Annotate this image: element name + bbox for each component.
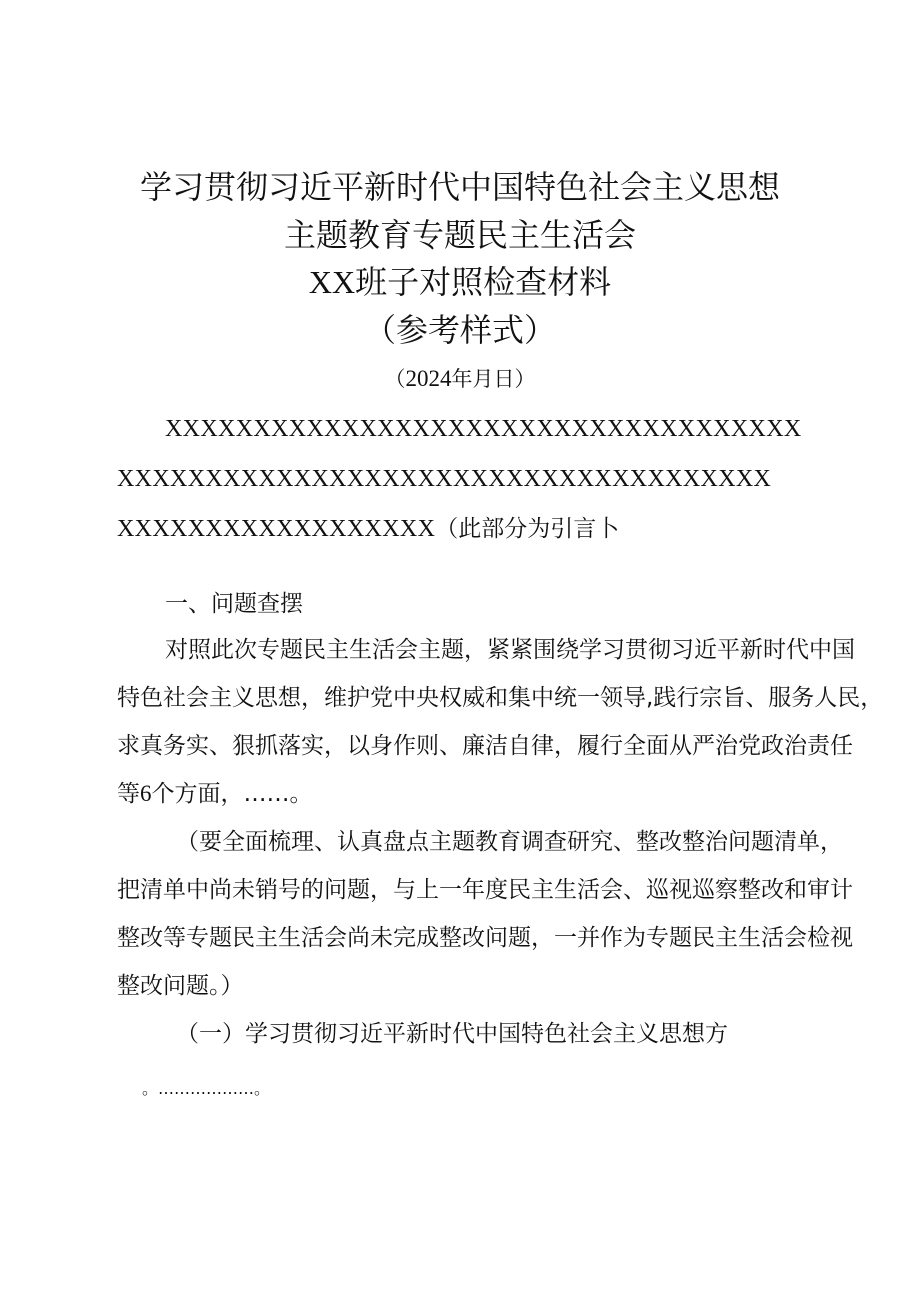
intro-line-3 bbox=[117, 513, 619, 545]
para-2-line-2: 把清单中尚未销号的问题，与上一年度民主生活会、巡视巡察整改和审计 bbox=[117, 877, 853, 903]
document-date bbox=[0, 365, 920, 393]
para-2-line-3: 整改等专题民主生活会尚未完成整改问题，一并作为专题民主生活会检视 bbox=[117, 925, 853, 951]
date-year: 2024 bbox=[405, 366, 452, 391]
para-1-last-num: 6 bbox=[140, 781, 152, 806]
date-rest: 年月日） bbox=[451, 367, 536, 391]
para-1-last-pre: 等 bbox=[117, 781, 140, 807]
para-1-line-4 bbox=[117, 778, 313, 810]
para-1-line-1: 对照此次专题民主生活会主题，紧紧围绕学习贯彻习近平新时代中国 bbox=[165, 637, 855, 663]
subsection-1-heading: （一）学习贯彻习近平新时代中国特色社会主义思想方 bbox=[176, 1021, 728, 1047]
para-2-line-1: （要全面梳理、认真盘点主题教育调查研究、整改整治问题清单， bbox=[176, 829, 843, 855]
title-xx-placeholder: XX bbox=[308, 264, 356, 300]
para-1-line-3: 求真务实、狠抓落实，以身作则、廉洁自律，履行全面从严治党政治责任 bbox=[117, 733, 853, 759]
title-line-3-text: 班子对照检查材料 bbox=[355, 263, 612, 301]
title-line-4: （参考样式） bbox=[363, 311, 556, 349]
title-line-1: 学习贯彻习近平新时代中国特色社会主义思想 bbox=[139, 168, 780, 206]
date-open-paren: （ bbox=[384, 367, 406, 391]
section-1-heading: 一、问题查摆 bbox=[165, 591, 303, 617]
intro-line-2: XXXXXXXXXXXXXXXXXXXXXXXXXXXXXXXXXXXXX bbox=[117, 466, 772, 492]
para-1-last-post: 个方面，……。 bbox=[151, 781, 313, 807]
para-1-line-2: 特色社会主义思想，维护党中央权威和集中统一领导,践行宗旨、服务人民， bbox=[117, 685, 884, 711]
intro-line-1: XXXXXXXXXXXXXXXXXXXXXXXXXXXXXXXXXXXX bbox=[165, 416, 802, 442]
intro-line-3-note: （此部分为引言卜 bbox=[435, 516, 620, 542]
title-line-2: 主题教育专题民主生活会 bbox=[283, 216, 636, 254]
subsection-1-content: 。………………。 bbox=[142, 1079, 271, 1098]
para-2-line-4: 整改问题。） bbox=[117, 973, 244, 999]
intro-line-3-x: XXXXXXXXXXXXXXXXXX bbox=[117, 516, 436, 542]
title-line-3 bbox=[0, 262, 920, 302]
